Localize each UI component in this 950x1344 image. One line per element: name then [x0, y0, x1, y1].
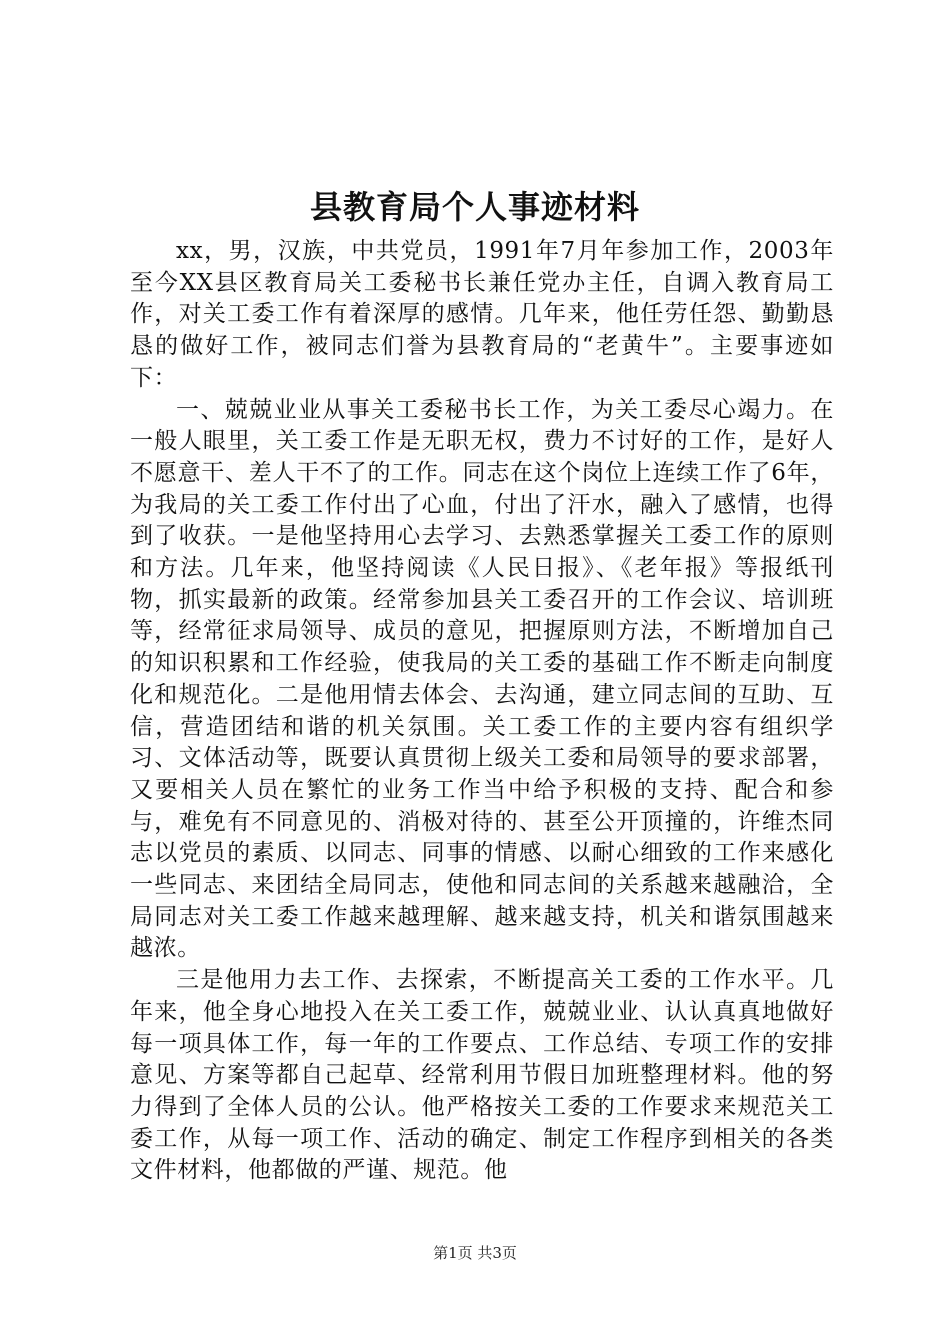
document-body	[130, 236, 834, 1187]
paragraph-intro: xx，男，汉族，中共党员，1991年7月年参加工作，2003年至今XX县区教育局关工委秘书长兼任党办主任，自调入教育局工作，对关工委工作有着深厚的感情。几年来，他任劳任怨、勤勤恳恳的做好工作，被同志们誉为县教育局的“老黄牛”。主要事迹如下：	[130, 238, 834, 391]
page-footer: 第1页 共3页	[433, 1244, 517, 1262]
document-title: 县教育局个人事迹材料	[309, 188, 640, 226]
paragraph-section-1: 一、兢兢业业从事关工委秘书长工作，为关工委尽心竭力。在一般人眼里，关工委工作是无职无权，费力不讨好的工作，是好人不愿意干、差人干不了的工作。同志在这个岗位上连续工作了6年，为我局的关工委工作付出了心血，付出了汗水，融入了感情，也得到了收获。一是他坚持用心去学习、去熟悉掌握关工委工作的原则和方法。几年来，他坚持阅读《人民日报》、《老年报》等报纸刊物，抓实最新的政策。经常参加县关工委召开的工作会议、培训班等，经常征求局领导、成员的意见，把握原则方法，不断增加自己的知识积累和工作经验，使我局的关工委的基础工作不断走向制度化和规范化。二是他用情去体会、去沟通，建立同志间的互助、互信，营造团结和谐的机关氛围。关工委工作的主要内容有组织学习、文体活动等，既要认真贯彻上级关工委和局领导的要求部署，又要相关人员在繁忙的业务工作当中给予积极的支持、配合和参与，难免有不同意见的、消极对待的、甚至公开顶撞的，许维杰同志以党员的素质、以同志、同事的情感、以耐心细致的工作来感化一些同志、来团结全局同志，使他和同志间的关系越来越融洽，全局同志对关工委工作越来越理解、越来越支持，机关和谐氛围越来越浓。	[130, 396, 834, 962]
paragraph-section-3: 三是他用力去工作、去探索，不断提高关工委的工作水平。几年来，他全身心地投入在关工委工作，兢兢业业、认认真真地做好每一项具体工作，每一年的工作要点、工作总结、专项工作的安排意见、方案等都自己起草、经常利用节假日加班整理材料。他的努力得到了全体人员的公认。他严格按关工委的工作要求来规范关工委工作，从每一项工作、活动的确定、制定工作程序到相关的各类文件材料，他都做的严谨、规范。他	[130, 967, 834, 1184]
